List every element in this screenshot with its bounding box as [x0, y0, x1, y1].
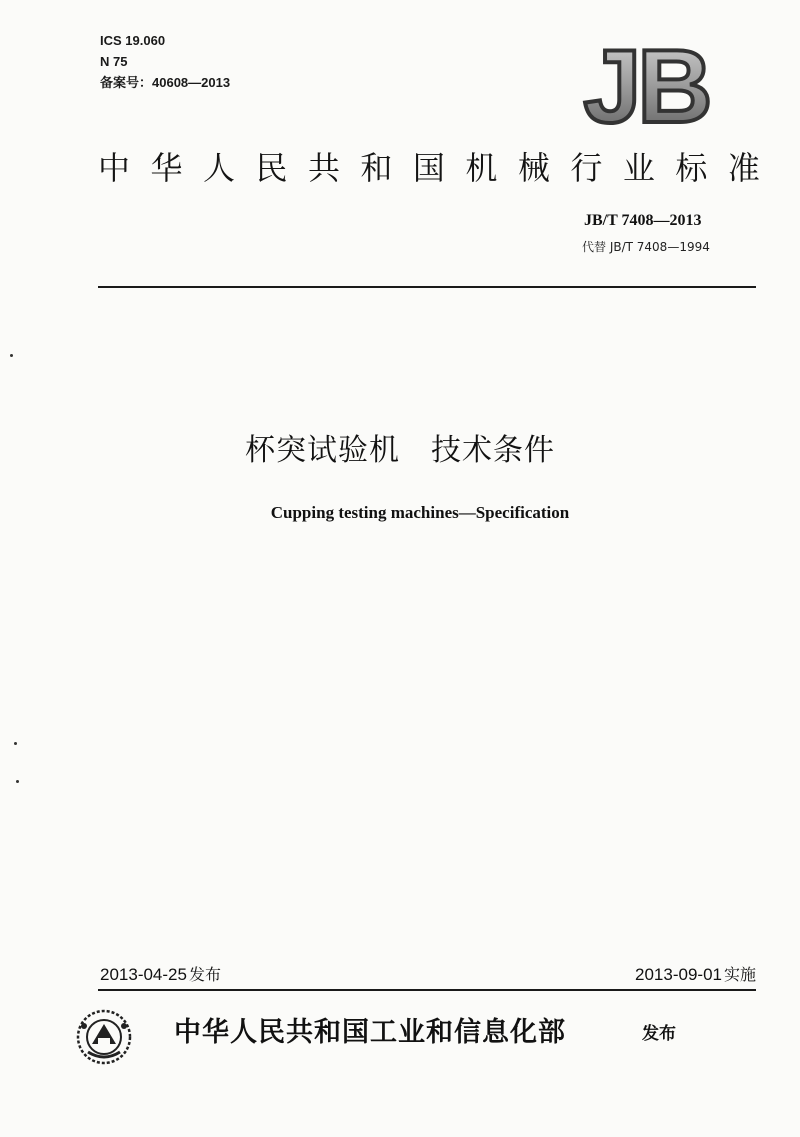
standard-type-char: 标 — [675, 149, 708, 187]
standard-number: JB/T 7408—2013 — [584, 212, 702, 229]
implement-date: 2013-09-01 — [635, 965, 722, 984]
issue-date-line — [100, 962, 221, 985]
implement-label: 实施 — [723, 965, 756, 984]
standard-type-char: 械 — [517, 149, 550, 187]
standard-type-char: 行 — [570, 149, 603, 187]
jb-logo-text: JB — [583, 42, 709, 128]
standard-type-char: 民 — [255, 149, 288, 187]
standard-type-char: 准 — [727, 149, 760, 187]
scan-speck — [10, 354, 13, 357]
ics-code: ICS 19.060 — [100, 33, 166, 48]
title-chinese: 杯突试验机 技术条件 — [245, 433, 555, 468]
filing-number: 备案号：40608—2013 — [100, 75, 231, 90]
scan-speck — [14, 742, 17, 745]
scan-speck — [16, 780, 19, 783]
title-english: Cupping testing machines—Specification — [270, 503, 570, 522]
standard-type-char: 中 — [98, 149, 131, 187]
standard-type-char: 和 — [360, 149, 393, 187]
issue-date: 2013-04-25 — [100, 965, 187, 984]
standard-type-char: 华 — [150, 149, 183, 187]
issuing-authority: 中华人民共和国工业和信息化部 — [174, 1017, 566, 1048]
ccs-code: N 75 — [100, 54, 128, 69]
bottom-divider — [98, 989, 756, 991]
standard-type-char: 国 — [412, 149, 445, 187]
jb-logo — [566, 42, 726, 128]
top-divider — [98, 286, 756, 288]
implement-date-line — [635, 962, 756, 985]
standard-type-char: 业 — [622, 149, 655, 187]
issuing-label: 发布 — [642, 1024, 676, 1044]
standard-type-char: 人 — [202, 149, 235, 187]
standard-type-char: 机 — [465, 149, 498, 187]
issue-label: 发布 — [188, 965, 221, 984]
standard-type-char: 共 — [307, 149, 340, 187]
standard-type-heading — [98, 140, 760, 196]
ministry-emblem-icon — [70, 1004, 138, 1066]
replaces-standard: 代替 JB/T 7408—1994 — [582, 240, 710, 254]
classification-block — [100, 30, 230, 93]
